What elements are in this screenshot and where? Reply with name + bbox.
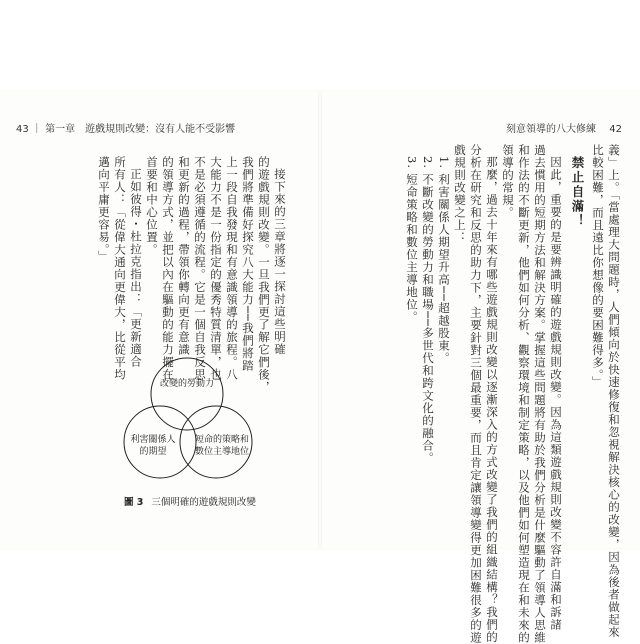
- section-heading: 禁止自滿！: [570, 156, 585, 229]
- right-body-text: [372, 144, 622, 644]
- book-spread: [0, 92, 640, 644]
- left-col-6: 不是必須遵循的流程。它是一個自我反思: [193, 156, 207, 381]
- figure-caption-text: 三個明確的遊戲規則改變: [151, 497, 256, 508]
- left-col-3: 我們將準備好探究八大能力──我們將踏: [241, 156, 255, 372]
- left-col-10: 正如彼得・杜拉克指出：「更新適合: [129, 168, 143, 368]
- figure-caption: [124, 494, 314, 508]
- left-col-4: 上一段自我發現和有意識領導的旅程。八: [225, 156, 239, 381]
- left-col-11: 所有人：「從偉大通向更偉大，比從平均: [113, 156, 127, 381]
- right-col-9: 戲規則改變之上：: [453, 144, 467, 244]
- right-col-8: 分析在研究和反思的助力下，主要針對三個最重要，而且肯定讓領導變得更加困難很多的遊: [469, 144, 483, 644]
- venn-label-right: [188, 434, 256, 458]
- venn-circle-top: [151, 358, 223, 430]
- right-page: [320, 92, 640, 644]
- venn-label-left-line2: 的期望: [139, 447, 167, 457]
- left-col-7: 和更新的過程，帶領你轉向更有意識: [177, 156, 191, 356]
- venn-circles: [112, 350, 262, 490]
- right-col-7: 那麼，過去十年來有哪些遊戲規則改變以逐漸深入的方式改變了我們的組織結構？我們的: [485, 156, 499, 644]
- right-running-head-title: 刻意領導的八大修練: [506, 124, 596, 135]
- venn-diagram: [112, 350, 262, 490]
- venn-label-right-line1: 短命的策略和: [194, 435, 249, 445]
- left-col-9: 首要和中心位置。: [145, 156, 159, 256]
- right-page-number: 42: [609, 124, 622, 135]
- venn-label-top: 改變的勞動力: [159, 379, 214, 389]
- figure-number: 圖 3: [124, 497, 144, 508]
- left-page: [0, 92, 320, 548]
- venn-label-left: [122, 434, 184, 458]
- left-running-head: 43 ｜ 第一章 遊戲規則改變：沒有人能不受影響: [16, 124, 236, 135]
- left-col-2: 的遊戲規則改變。一旦我們更了解它們後，: [257, 156, 271, 394]
- right-col-6: 領導的常規。: [501, 144, 515, 219]
- right-col-4: 過去慣用的短期方法和解決方案。掌握這些問題將有助於我們分析是什麼驅動了領導人思維: [533, 144, 547, 644]
- right-col-5: 和作法的不斷更新，他們如何分析、觀察環境和制定策略，以及他們如何塑造現在和未來的: [517, 144, 531, 644]
- right-col-2: 比較困難，而且遠比你想像的要困難得多。」: [591, 144, 605, 389]
- list-item-1: 1. 利害關係人期望升高──超越股東。: [437, 156, 451, 365]
- left-col-5: 大能力不是一份指定的優秀特質清單，也: [209, 156, 223, 381]
- list-item-2: 2. 不斷改變的勞動力和職場──多世代和跨文化的融合。: [421, 156, 435, 465]
- list-item-3: 3. 短命策略和數位主導地位。: [405, 156, 419, 324]
- venn-label-left-line1: 利害關係人: [130, 435, 176, 445]
- venn-label-right-line2: 數位主導地位: [194, 447, 249, 457]
- left-col-1: 接下來的三章將逐一探討這些明確: [273, 168, 287, 356]
- right-col-1: 義」上。「當處理大問題時，人們傾向於快速修復和忽視解決核心的改變，因為後者做起來: [607, 144, 621, 639]
- right-col-3: 因此，重要的是要辨識明確的遊戲規則改變。因為這類遊戲規則改變不容許自滿和訴諸: [549, 156, 563, 631]
- left-col-12: 邁向平庸更容易。」: [97, 156, 111, 263]
- left-col-8: 的領導方式，並把以內在驅動的能力擺在: [161, 156, 175, 381]
